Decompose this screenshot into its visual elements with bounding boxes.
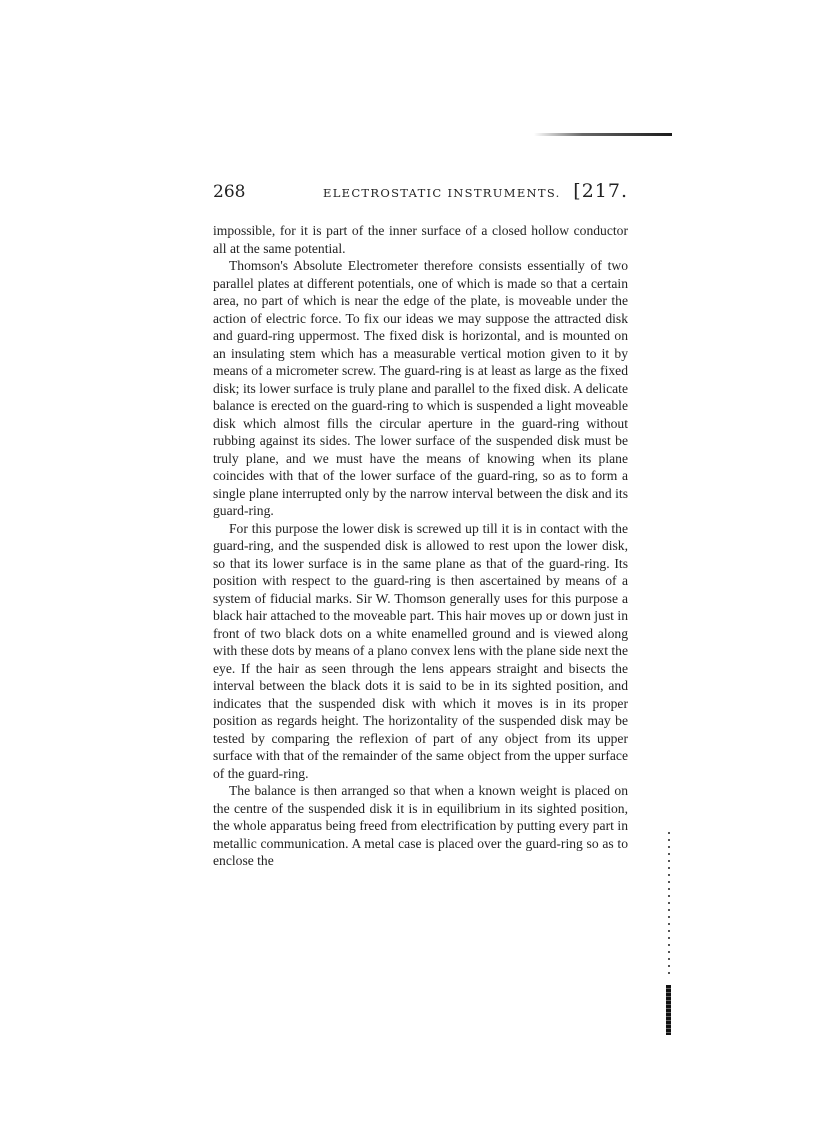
page-edge-shadow [534, 133, 672, 136]
paragraph: The balance is then arranged so that when a known weight is placed on the centre of the suspended disk it is in equilibrium in its sighted position, the whole apparatus being freed from electrification by putting every part in metallic communication. A metal case is placed over the guard-ring so as to enclose the [213, 783, 628, 868]
body-text [213, 222, 628, 870]
running-title: ELECTROSTATIC INSTRUMENTS. [323, 186, 561, 200]
section-number: [217. [573, 180, 628, 202]
paragraph: impossible, for it is part of the inner surface of a closed hollow conductor all at the same potential. [213, 223, 628, 256]
page-edge-band [666, 985, 671, 1035]
page-edge-dots [668, 832, 670, 974]
page-header [213, 182, 628, 208]
paragraph: For this purpose the lower disk is screwed up till it is in contact with the guard-ring, and the suspended disk is allowed to rest upon the lower disk, so that its lower surface is in the same plane as that of the guard-ring. Its position with respect to the guard-ring is then ascertained by means of a system of fiducial marks. Sir W. Thomson generally uses for this purpose a black hair attached to the moveable part. This hair moves up or down just in front of two black dots on a white enamelled ground and is viewed along with these dots by means of a plano convex lens with the plane side next the eye. If the hair as seen through the lens appears straight and bisects the interval between the black dots it is said to be in its sighted position, and indicates that the suspended disk with which it moves is in its proper position as regards height. The horizontality of the suspended disk may be tested by comparing the reflexion of part of any object from its upper surface with that of the remainder of the same object from the upper surface of the guard-ring. [213, 520, 628, 781]
paragraph: Thomson's Absolute Electrometer therefore consists essentially of two parallel plates at different potentials, one of which is made so that a certain area, no part of which is near the edge of the plate, is moveable under the action of electric force. To fix our ideas we may suppose the attracted disk and guard-ring uppermost. The fixed disk is horizontal, and is mounted on an insulating stem which has a measurable vertical motion given to it by means of a micrometer screw. The guard-ring is at least as large as the fixed disk; its lower surface is truly plane and parallel to the fixed disk. A delicate balance is erected on the guard-ring to which is suspended a light moveable disk which almost fills the circular aperture in the guard-ring without rubbing against its sides. The lower surface of the suspended disk must be truly plane, and we must have the means of knowing when its plane coincides with that of the lower surface of the guard-ring, so as to form a single plane interrupted only by the narrow interval between the disk and its guard-ring. [213, 258, 628, 518]
page-number: 268 [213, 182, 246, 202]
